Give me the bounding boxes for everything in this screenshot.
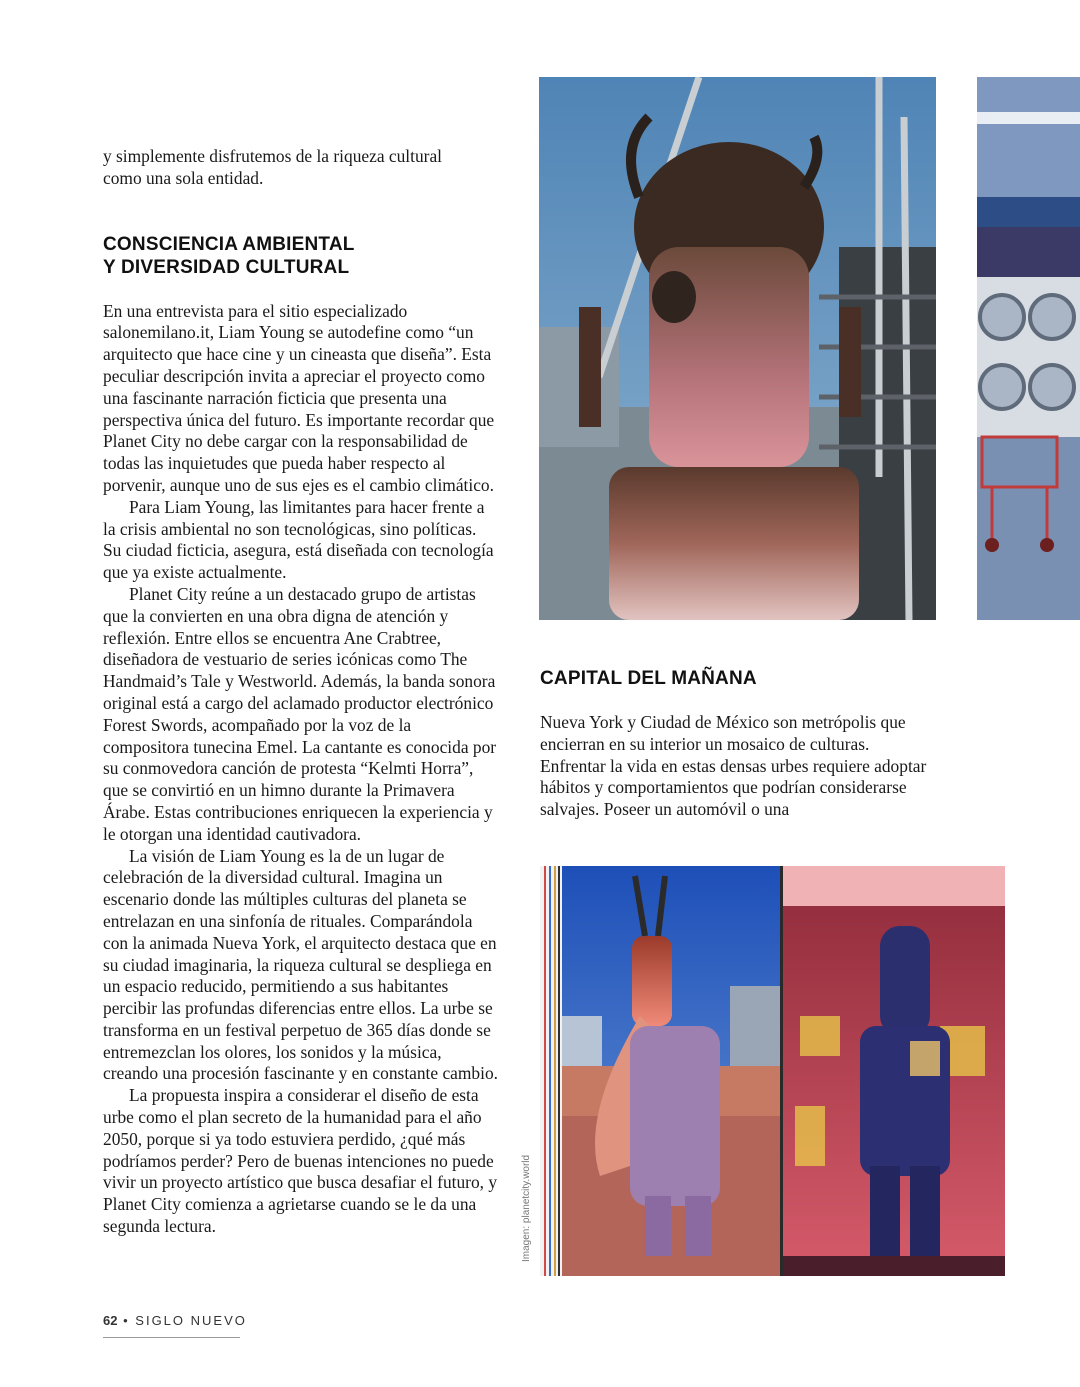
- photo-magazine-spread: [540, 866, 1012, 1276]
- photo-laundromat-art: [977, 77, 1080, 620]
- right-paragraph-1: Nueva York y Ciudad de México son metrópolis que encierran en su interior un mosaico de culturas. Enfrentar la vida en estas densas urbes requiere adoptar hábitos y comportamientos que podrían considerarse salvajes. Poseer un automóvil o una: [540, 712, 927, 820]
- section-heading-capital: CAPITAL DEL MAÑANA: [540, 668, 757, 689]
- body-paragraph-4: La visión de Liam Young es la de un lugar de celebración de la diversidad cultural. Imagina un escenario donde las múltiples culturas del planeta se entrelazan en una sinfonía de rituales. Comparándola con la animada Nueva York, el arquitecto destaca que en su ciudad imaginaria, la riqueza cultural se despliega en un espacio reducido, permitiendo a sus habitantes percibir las profundas diferencias entre ellos. La urbe se transforma en un festival perpetuo de 365 días donde se entremezclan los olores, los sonidos y la música, creando una procesión fascinante y en constante cambio.: [103, 845, 498, 1084]
- intro-paragraph: y simplemente disfrutemos de la riqueza cultural como una sola entidad.: [103, 146, 443, 188]
- image-credit: Imagen: planetcity.world: [521, 1154, 532, 1262]
- page-number: 62: [103, 1313, 118, 1328]
- photo-spread-art: [540, 866, 1012, 1276]
- publication-name: SIGLO NUEVO: [135, 1313, 247, 1328]
- body-paragraph-2: Para Liam Young, las limitantes para hacer frente a la crisis ambiental no son tecnológicas, sino políticas. Su ciudad ficticia, asegura, está diseñada con tecnología que ya existe actualmente.: [103, 496, 494, 583]
- section-heading-environment: [103, 233, 499, 279]
- heading-line-2: Y DIVERSIDAD CULTURAL: [103, 256, 350, 278]
- photo-bison-art: [539, 77, 936, 620]
- body-paragraph-1: En una entrevista para el sitio especializado salonemilano.it, Liam Young se autodefine como “un arquitecto que hace cine y un cineasta que diseña”. Esta peculiar descripción invita a apreciar el proyecto como una fascinante narración ficticia que presenta una perspectiva única del futuro. Es importante recordar que Planet City no debe cargar con la responsabilidad de todas las inquietudes que pueda haber respecto al porvenir, aunque uno de sus ejes es el cambio climático.: [103, 300, 495, 495]
- photo-laundromat: [977, 77, 1080, 620]
- heading-line-1: CONSCIENCIA AMBIENTAL: [103, 233, 355, 255]
- footer-rule: [103, 1337, 240, 1338]
- left-column: [103, 146, 499, 1238]
- photo-bison-mask-figure: [539, 77, 936, 620]
- footer-separator: •: [123, 1313, 130, 1328]
- right-column: [540, 667, 938, 821]
- page-footer: [103, 1313, 247, 1328]
- body-paragraph-3: Planet City reúne a un destacado grupo de artistas que la convierten en una obra digna de atención y reflexión. Entre ellos se encuentra Ane Crabtree, diseñadora de vestuario de series icónicas como The Handmaid’s Tale y Westworld. Además, la banda sonora original está a cargo del aclamado productor electrónico Forest Swords, acompañado por la voz de la compositora tunecina Emel. La cantante es conocida por su conmovedora canción de protesta “Kelmti Horra”, que se convirtió en un himno durante la Primavera Árabe. Estas contribuciones enriquecen la experiencia y le otorgan una identidad cautivadora.: [103, 583, 497, 844]
- body-paragraph-5: La propuesta inspira a considerar el diseño de esta urbe como el plan secreto de la humanidad para el año 2050, porque si ya todo estuviera perdido, ¿qué más podríamos perder? Pero de buenas intenciones no puede vivir un proyecto artístico que busca desafiar el futuro, y Planet City comienza a agrietarse cuando se le da una segunda lectura.: [103, 1085, 498, 1237]
